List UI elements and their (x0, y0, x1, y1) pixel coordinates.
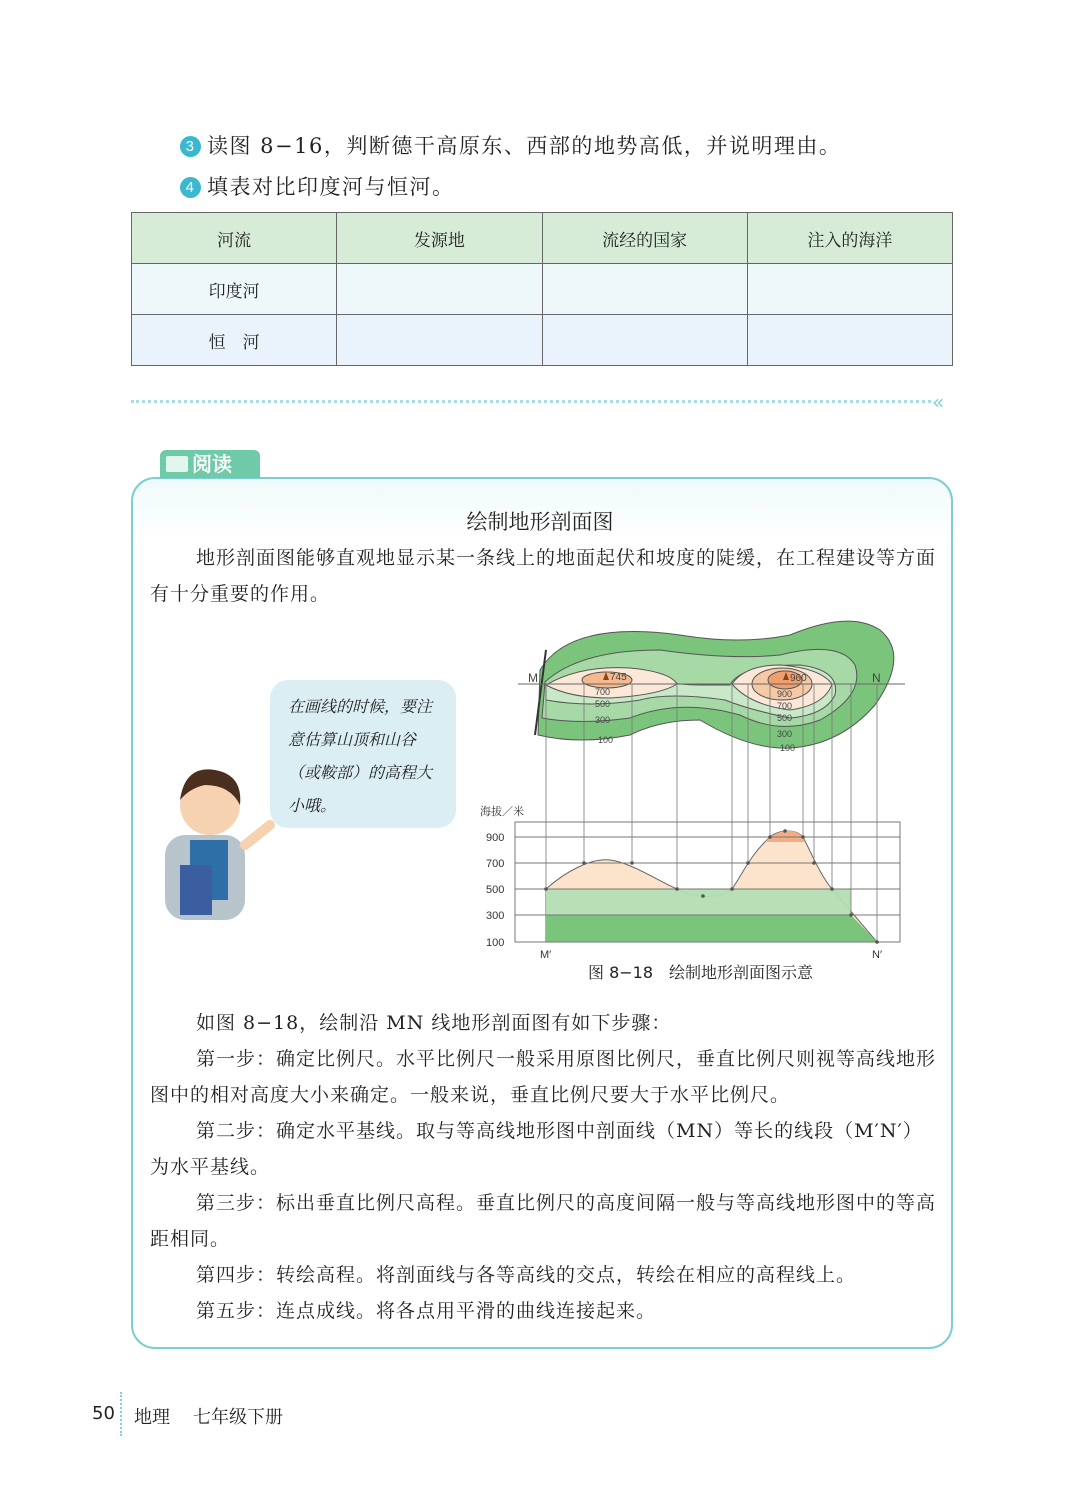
table-row (132, 264, 953, 315)
figure-caption: 图 8−18 绘制地形剖面图示意 (588, 963, 814, 982)
y-tick-label: 700 (486, 858, 505, 870)
step-1: 第一步：确定比例尺。水平比例尺一般采用原图比例尺，垂直比例尺则视等高线地形图中的相对高度大小来确定。一般来说，垂直比例尺要大于水平比例尺。 (150, 1048, 937, 1106)
table-cell[interactable] (337, 315, 542, 366)
table-cell: 印度河 (132, 264, 337, 315)
table-cell[interactable] (542, 315, 747, 366)
reading-badge (160, 450, 260, 478)
contour-label: 500 (777, 713, 793, 723)
header-cell: 注入的海洋 (747, 213, 952, 264)
reading-title: 绘制地形剖面图 (466, 510, 614, 534)
question-3 (180, 130, 841, 160)
footer-book: 七年级下册 (193, 1407, 283, 1428)
page-number: 50 (92, 1403, 115, 1424)
contour-label: 100 (780, 743, 796, 753)
profile-point (746, 861, 750, 865)
y-tick-label: 100 (486, 937, 505, 949)
contour-label: 500 (595, 699, 611, 709)
question-text: 读图 8−16，判断德干高原东、西部的地势高低，并说明理由。 (207, 134, 842, 158)
profile-point (630, 861, 634, 865)
header-cell: 河流 (132, 213, 337, 264)
table-cell[interactable] (337, 264, 542, 315)
point-m-label: M (528, 671, 538, 685)
question-number: 4 (180, 177, 201, 198)
y-tick-label: 500 (486, 884, 505, 896)
double-chevron-icon: « (932, 390, 945, 414)
point-n-label: N (872, 671, 881, 685)
question-number: 3 (180, 136, 201, 157)
profile-point (830, 887, 834, 891)
badge-label: 阅读 (192, 452, 232, 476)
book-icon (166, 456, 188, 472)
header-cell: 发源地 (337, 213, 542, 264)
terrain-profile-figure (480, 610, 920, 970)
speech-bubble: 在画线的时候，要注意估算山顶和山谷（或鞍部）的高程大小哦。 (270, 680, 456, 828)
y-tick-label: 300 (486, 910, 505, 922)
steps-intro: 如图 8−18，绘制沿 MN 线地形剖面图有如下步骤： (196, 1012, 672, 1034)
step-3: 第三步：标出垂直比例尺高程。垂直比例尺的高度间隔一般与等高线地形图中的等高距相同。 (150, 1192, 937, 1250)
y-axis-label: 海拔／米 (480, 805, 524, 818)
table-cell[interactable] (542, 264, 747, 315)
header-cell: 流经的国家 (542, 213, 747, 264)
contour-map (518, 621, 905, 748)
point-n-prime-label: N′ (872, 949, 883, 961)
river-comparison-table (131, 212, 953, 366)
contour-label: 700 (595, 687, 611, 697)
contour-label: 700 (777, 701, 793, 711)
boy-illustration (145, 760, 275, 920)
contour-label: 300 (777, 729, 793, 739)
table-row (132, 315, 953, 366)
peak-elevation-label: 960 (790, 673, 807, 684)
y-tick-label: 900 (486, 832, 505, 844)
footer-subject: 地理 (134, 1407, 170, 1428)
profile-point (875, 940, 879, 944)
footer-divider (120, 1392, 122, 1436)
profile-point (812, 861, 816, 865)
contour-label: 900 (777, 689, 793, 699)
table-header-row (132, 213, 953, 264)
table-cell[interactable] (747, 315, 952, 366)
question-text: 填表对比印度河与恒河。 (207, 175, 455, 199)
contour-label: 100 (598, 735, 614, 745)
point-m-prime-label: M′ (540, 949, 552, 961)
question-4 (180, 171, 455, 201)
table-cell: 恒 河 (132, 315, 337, 366)
band-100-300 (546, 915, 877, 942)
profile-point (783, 829, 787, 833)
profile-point (701, 894, 705, 898)
peak-elevation-label: 745 (610, 672, 627, 683)
profile-point (730, 887, 734, 891)
table-cell[interactable] (747, 264, 952, 315)
contour-label: 300 (595, 715, 611, 725)
profile-point (849, 913, 853, 917)
profile-point (768, 835, 772, 839)
step-4: 第四步：转绘高程。将剖面线与各等高线的交点，转绘在相应的高程线上。 (196, 1264, 857, 1286)
step-5: 第五步：连点成线。将各点用平滑的曲线连接起来。 (196, 1300, 657, 1322)
profile-point (801, 835, 805, 839)
profile-point (675, 887, 679, 891)
dotted-divider (131, 400, 931, 403)
profile-point (544, 887, 548, 891)
step-2: 第二步：确定水平基线。取与等高线地形图中剖面线（MN）等长的线段（M′N′）为水平基线。 (150, 1120, 923, 1178)
profile-point (582, 861, 586, 865)
intro-paragraph: 地形剖面图能够直观地显示某一条线上的地面起伏和坡度的陡缓，在工程建设等方面有十分重要的作用。 (150, 547, 937, 605)
band-300-500 (546, 889, 851, 915)
